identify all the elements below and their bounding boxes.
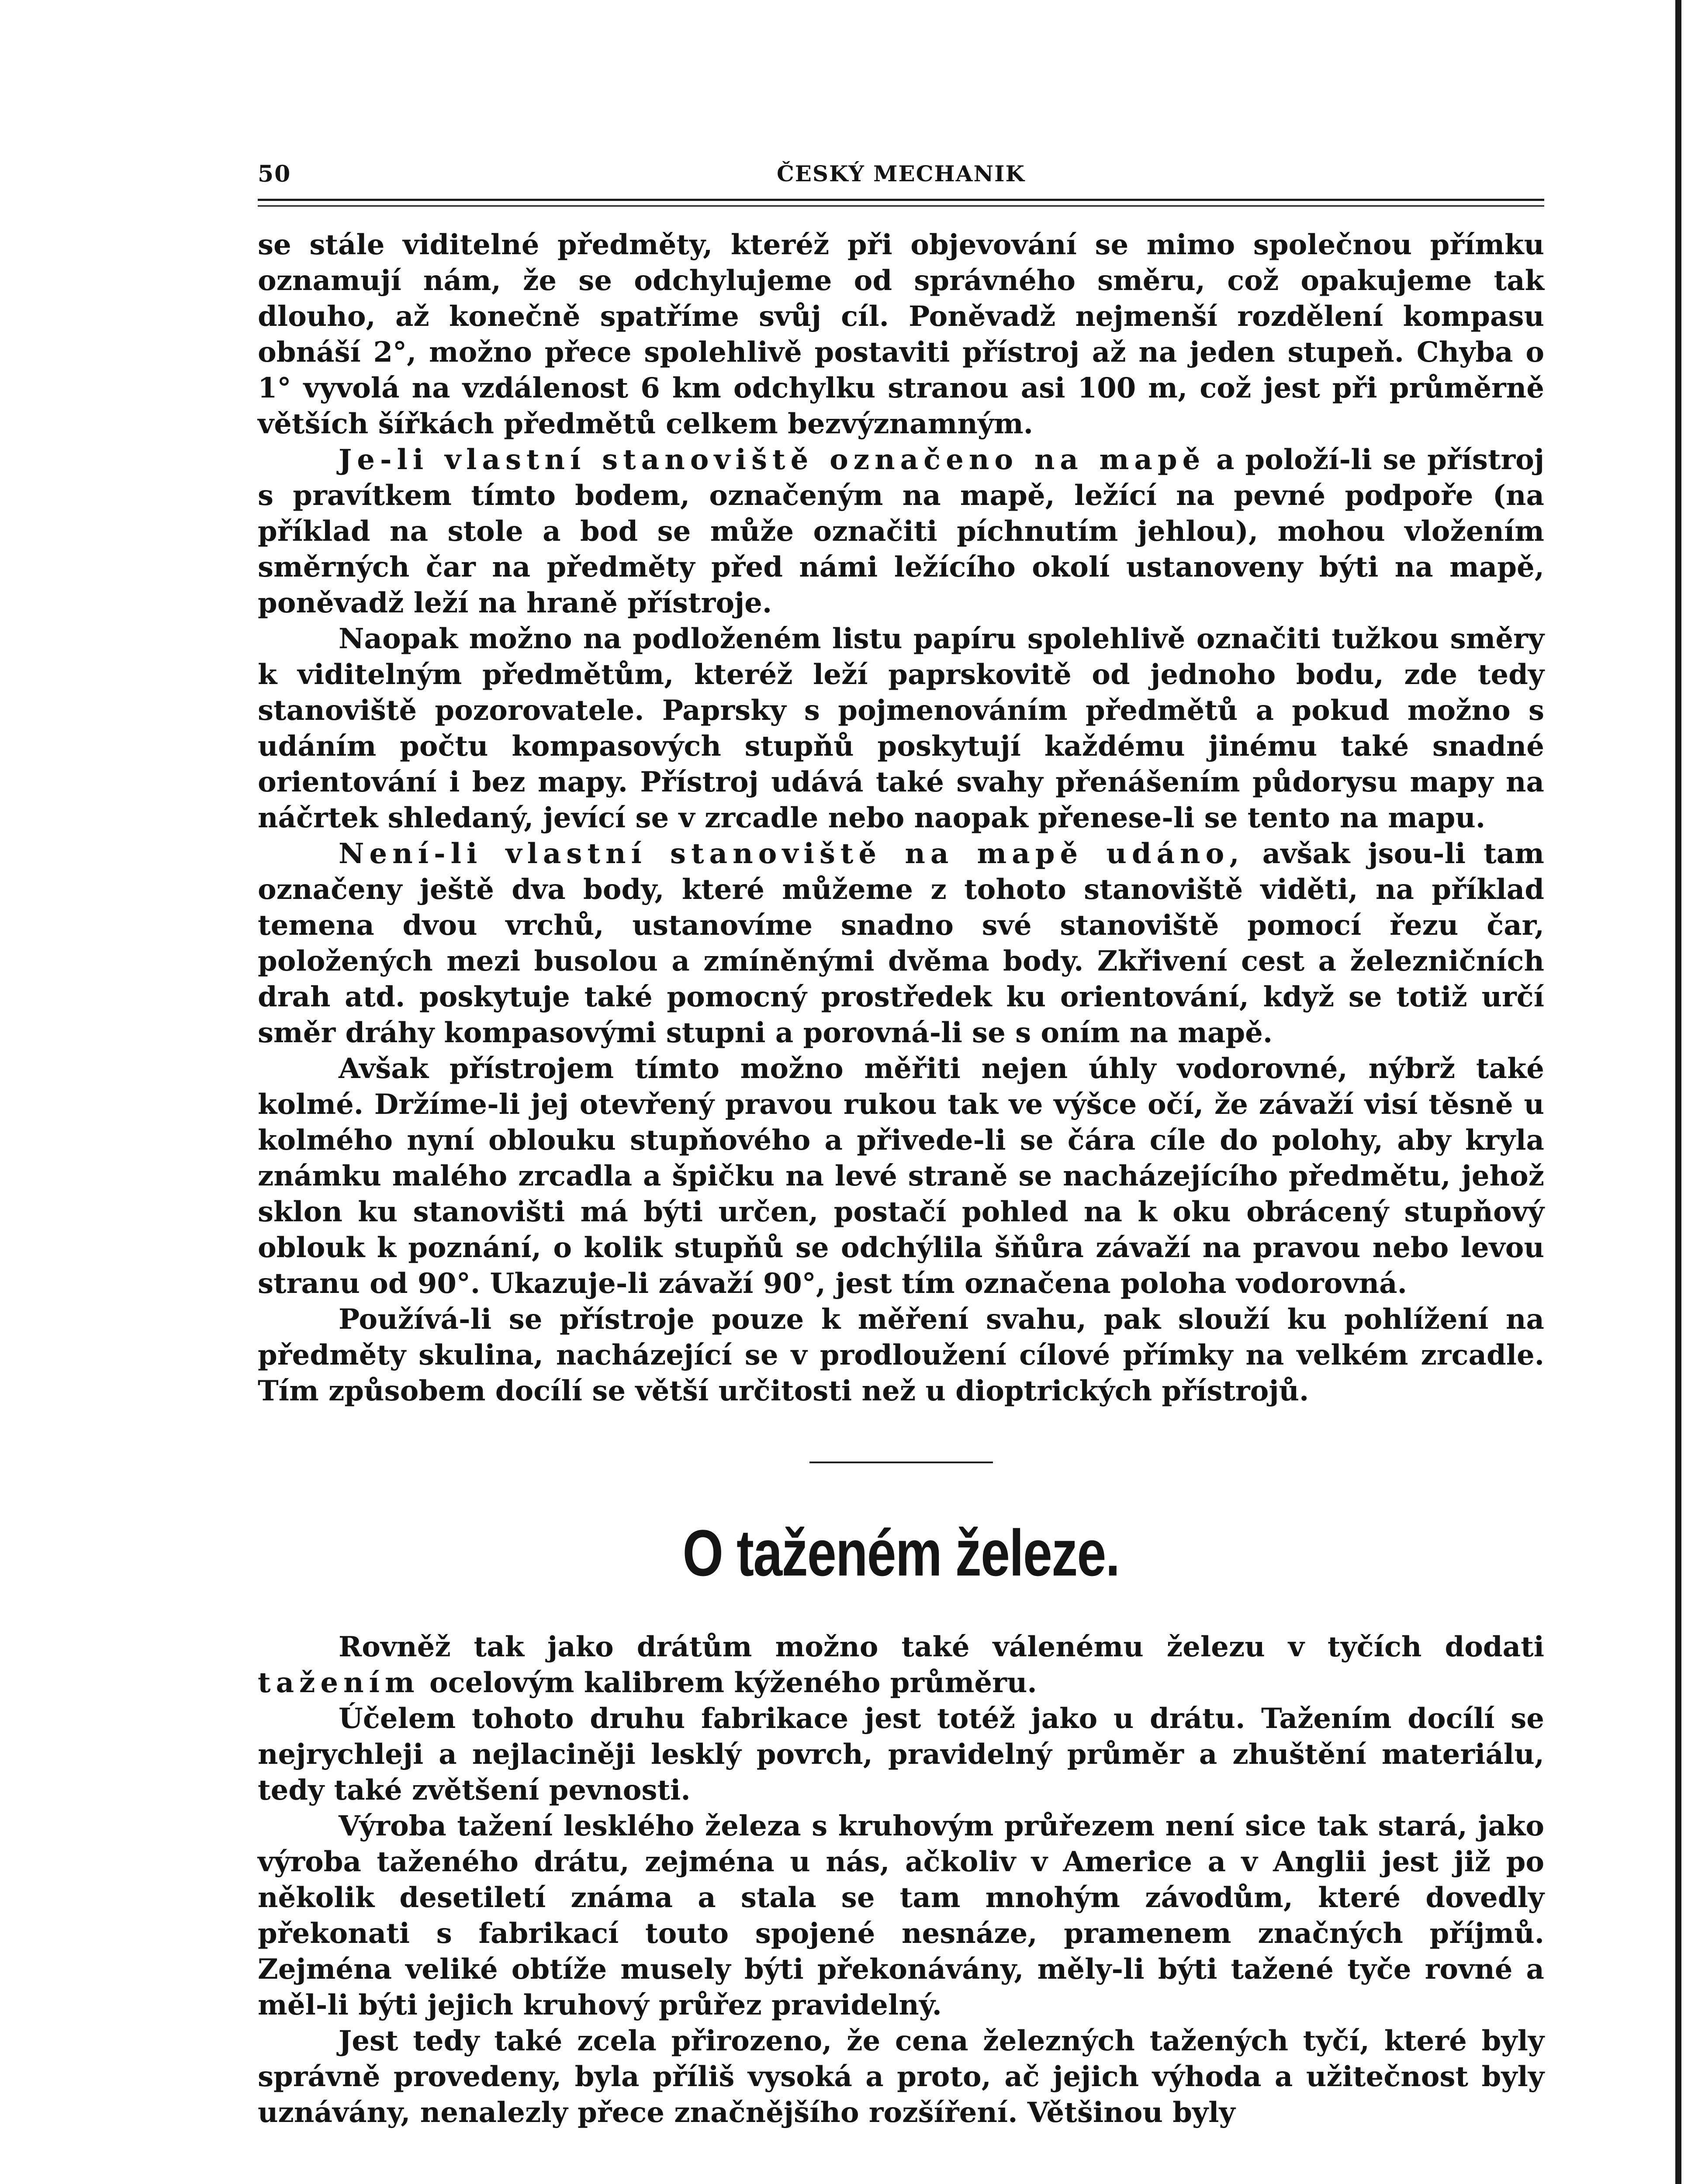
page-number: 50 (258, 161, 291, 187)
header-double-rule (258, 199, 1544, 207)
page-header (258, 161, 1544, 191)
section-divider (809, 1462, 993, 1463)
paragraph: se stále viditelné předměty, kteréž při objevování se mimo společnou přímku oznamují nám, že se odchylujeme od správného směru, což opakujeme tak dlouho, až konečně spatříme svůj cíl. Poněvadž nejmenší rozdělení kompasu obnáší 2°, možno přece spolehlivě postaviti přístroj až na jeden stupeň. Chyba o 1° vyvolá na vzdálenost 6 km odchylku stranou asi 100 m, což jest při průměrně větších šířkách předmětů celkem bezvýznamným. (258, 228, 1544, 440)
emphasized-text: tažením (258, 1666, 420, 1699)
page-edge-right (1675, 0, 1681, 2184)
section-title: O taženém železe. (682, 1516, 1120, 1590)
paragraph (258, 442, 1544, 621)
emphasized-text: Není-li vlastní stanoviště na mapě udáno, (339, 837, 1245, 870)
paragraph-text: a položí-li se přístroj s pravítkem tímto bodem, označeným na mapě, ležící na pevné podpoře (na příklad na stole a bod se může označiti píchnutím jehlou), mohou vložením směrných čar na předměty před námi ležícího okolí ustanoveny býti na mapě, poněvadž leží na hraně přístroje. (258, 443, 1545, 619)
paragraph (258, 836, 1544, 1051)
running-title: ČESKÝ MECHANIK (776, 161, 1026, 187)
page-body (258, 227, 1544, 2131)
paragraph: Výroba tažení lesklého železa s kruhovým průřezem není sice tak stará, jako výroba taženého drátu, zejména u nás, ačkoliv v Americe a v Anglii jest již po několik desetiletí známa a stala se tam mnohým závodům, které dovedly překonati s fabrikací touto spojené nesnáze, pramenem značných příjmů. Zejména veliké obtíže musely býti překonávány, měly-li býti tažené tyče rovné a měl-li býti jejich kruhový průřez pravidelný. (258, 1810, 1544, 2022)
paragraph: Jest tedy také zcela přirozeno, že cena železných tažených tyčí, které byly správně provedeny, byla příliš vysoká a proto, ač jejich výhoda a užitečnost byly uznávány, nenalezly přece značnějšího rozšíření. Většinou byly (258, 2025, 1544, 2129)
paragraph: Účelem tohoto druhu fabrikace jest totéž jako u drátu. Tažením docílí se nejrychleji a nejlaciněji lesklý povrch, pravidelný průměr a zhuštění materiálu, tedy také zvětšení pevnosti. (258, 1702, 1544, 1807)
paragraph-text: ocelovým kalibrem kýženého průměru. (429, 1666, 1037, 1699)
paragraph (258, 1629, 1544, 1701)
emphasized-text: Je-li vlastní stanoviště označeno na mapě (339, 443, 1206, 476)
paragraph-text: Rovněž tak jako drátům možno také válenému železu v tyčích dodati (339, 1631, 1544, 1663)
paragraph-text: avšak jsou-li tam označeny ještě dva body, které můžeme z tohoto stanoviště viděti, na příklad temena dvou vrchů, ustanovíme snadno své stanoviště pomocí řezu čar, položených mezi busolou a zmíněnými dvěma body. Zkřivení cest a železničních drah atd. poskytuje také pomocný prostředek ku orientování, když se totiž určí směr dráhy kompasovými stupni a porovná-li se s oním na mapě. (258, 837, 1544, 1049)
paragraph: Naopak možno na podloženém listu papíru spolehlivě označiti tužkou směry k viditelným předmětům, kteréž leží paprskovitě od jednoho bodu, zde tedy stanoviště pozorovatele. Paprsky s pojmenováním předmětů a pokud možno s udáním počtu kompasových stupňů poskytují každému jinému také snadné orientování i bez mapy. Přístroj udává také svahy přenášením půdorysu mapy na náčrtek shledaný, jevící se v zrcadle nebo naopak přenese-li se tento na mapu. (258, 622, 1544, 834)
paragraph: Avšak přístrojem tímto možno měřiti nejen úhly vodorovné, nýbrž také kolmé. Držíme-li jej otevřený pravou rukou tak ve výšce očí, že závaží visí těsně u kolmého nyní oblouku stupňového a přivede-li se čára cíle do polohy, aby kryla známku malého zrcadla a špičku na levé straně se nacházejícího předmětu, jehož sklon ku stanovišti má býti určen, postačí pohled na k oku obrácený stupňový oblouk k poznání, o kolik stupňů se odchýlila šňůra závaží na pravou nebo levou stranu od 90°. Ukazuje-li závaží 90°, jest tím označena poloha vodorovná. (258, 1052, 1544, 1300)
paragraph: Používá-li se přístroje pouze k měření svahu, pak slouží ku pohlížení na předměty skulina, nacházející se v prodloužení cílové přímky na velkém zrcadle. Tím způsobem docílí se větší určitosti než u dioptrických přístrojů. (258, 1303, 1544, 1407)
